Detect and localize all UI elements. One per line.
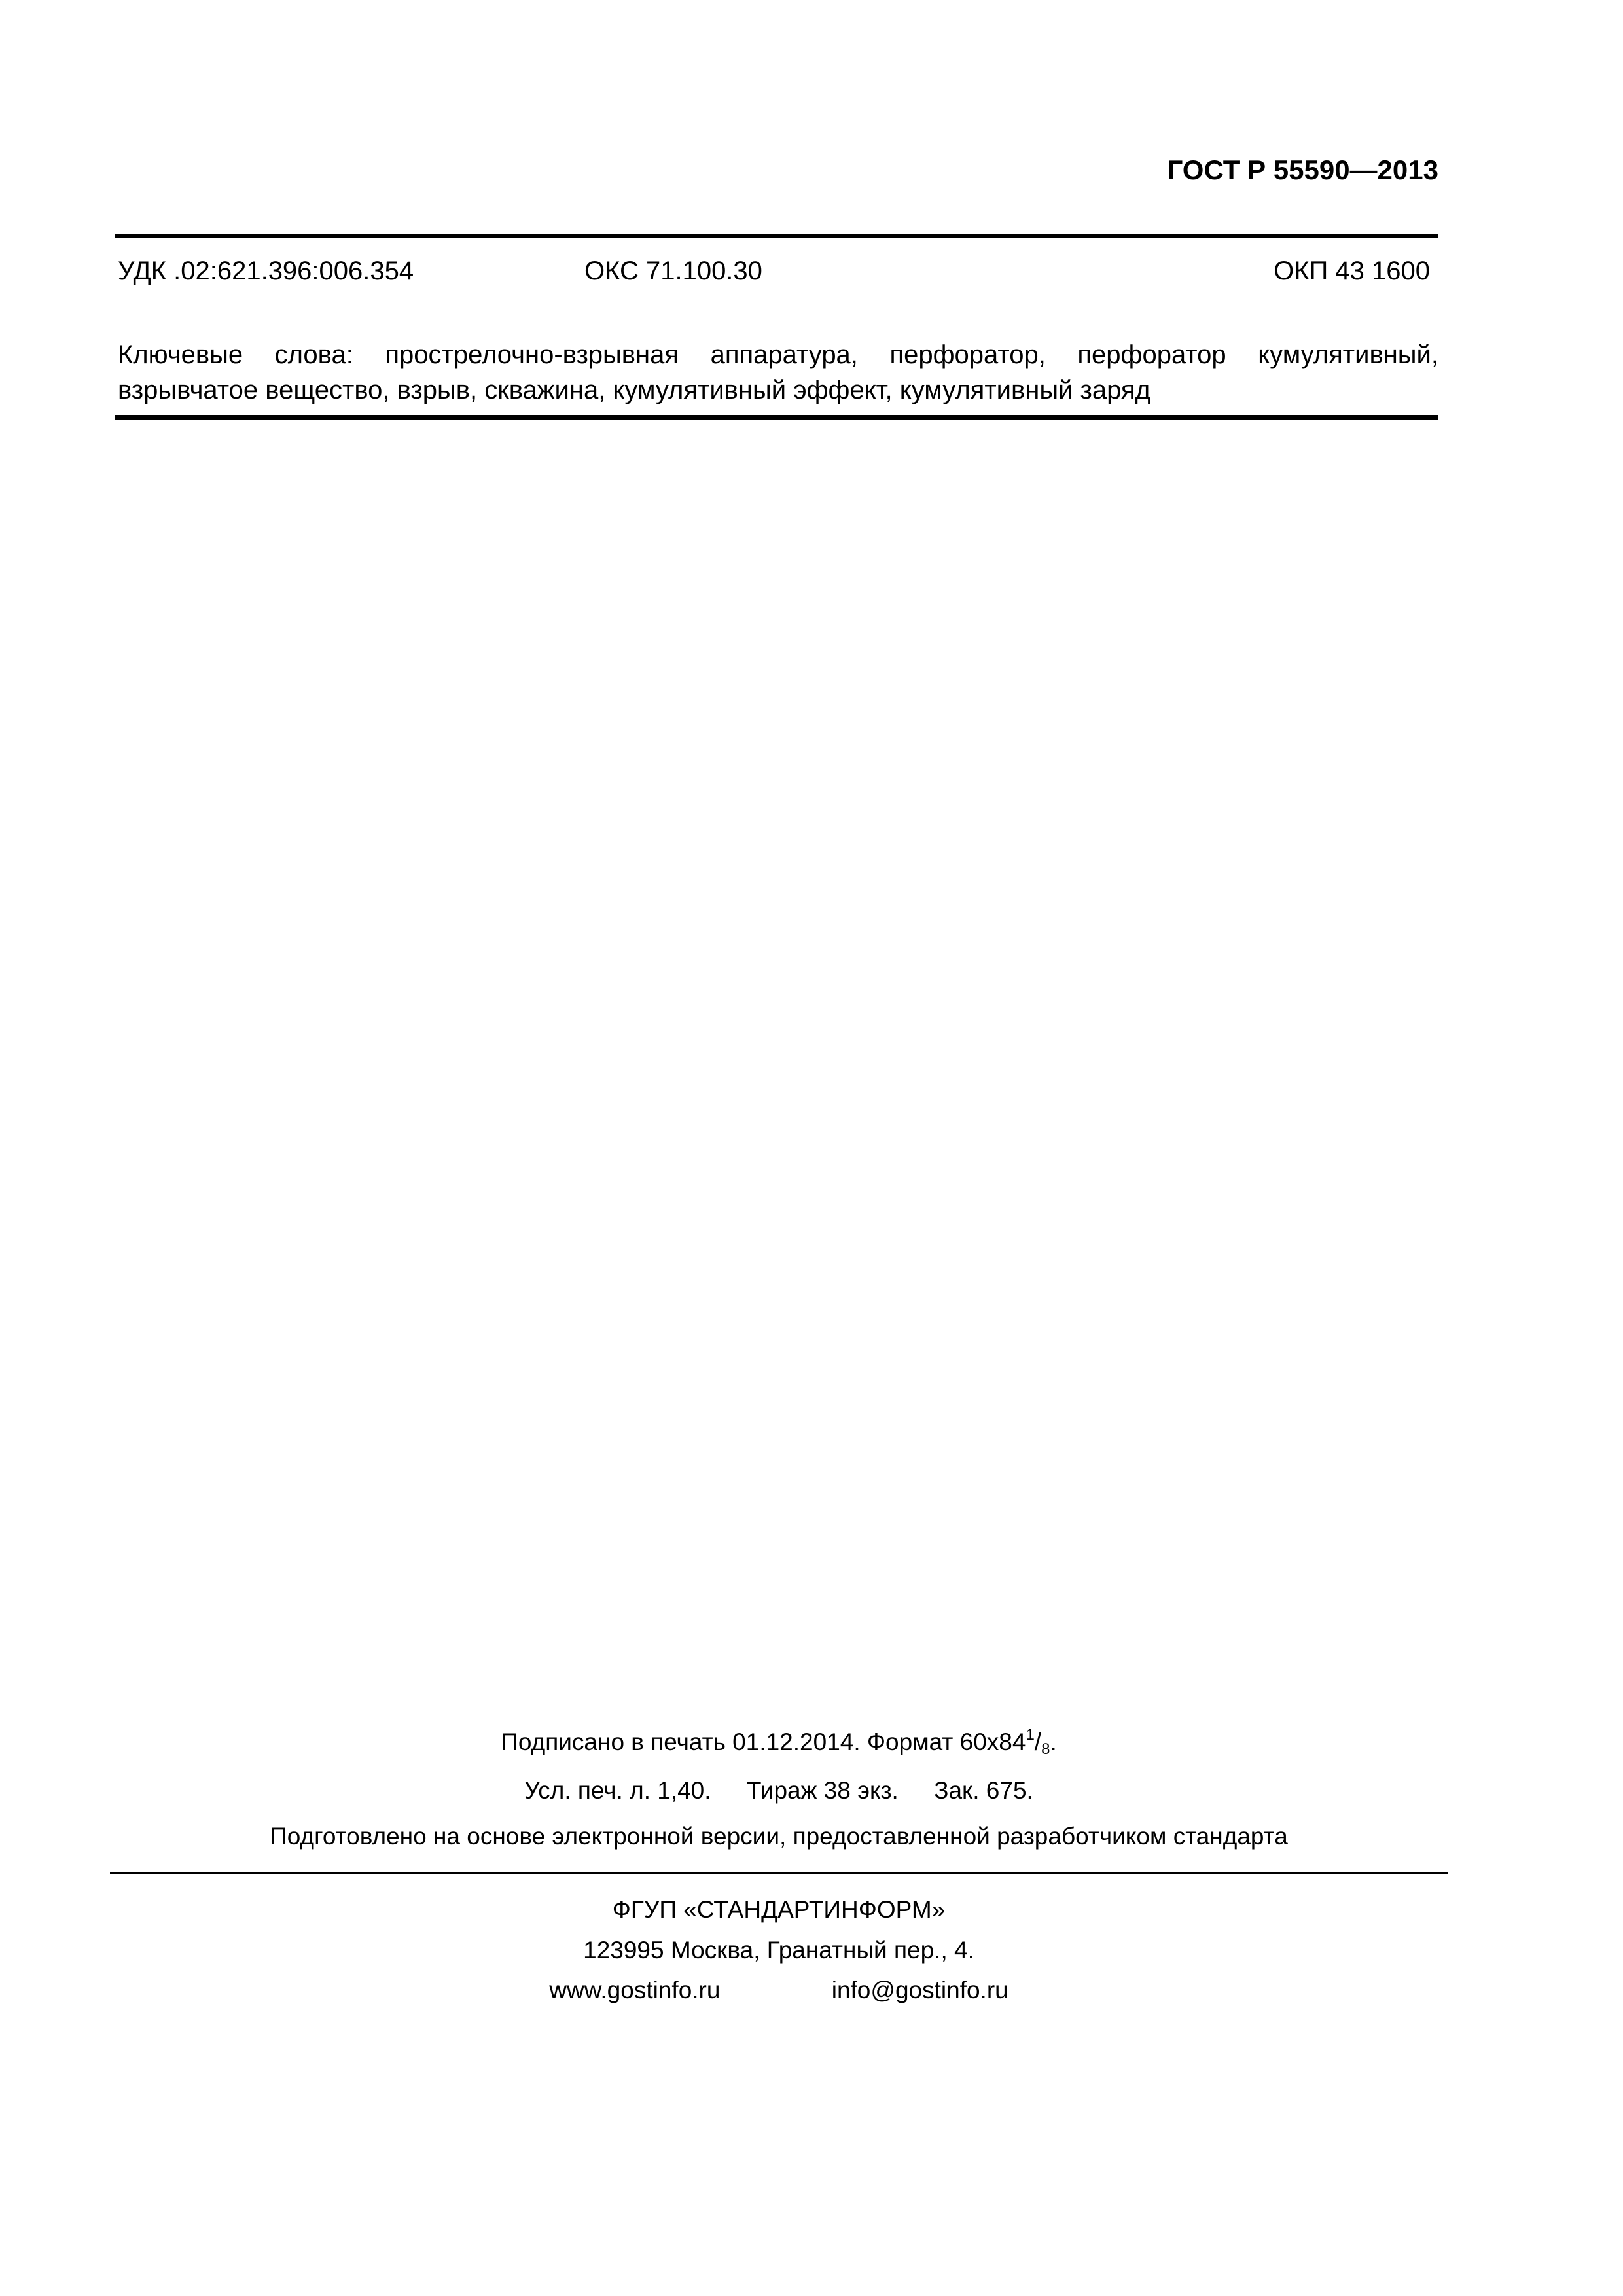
top-divider (115, 234, 1438, 238)
publisher-contacts (111, 1977, 1446, 2004)
document-code: ГОСТ Р 55590—2013 (1167, 154, 1438, 185)
format-slash: / (1034, 1729, 1042, 1755)
udk-code: УДК .02:621.396:006.354 (118, 257, 414, 285)
okp-code: ОКП 43 1600 (1274, 257, 1430, 285)
publisher-email-link[interactable]: info@gostinfo.ru (831, 1977, 1008, 2003)
publisher-divider (110, 1872, 1448, 1874)
print-sheets: Усл. печ. л. 1,40. (524, 1777, 711, 1804)
publisher-name: ФГУП «СТАНДАРТИНФОРМ» (612, 1896, 946, 1923)
print-details-line (111, 1777, 1446, 1804)
format-denominator: 8 (1041, 1740, 1050, 1758)
keywords-paragraph: Ключевые слова: прострелочно-взрывная аппаратура, перфоратор, перфоратор кумулятивный, взрывчатое вещество, взрыв, скважина, кумулятивный эффект, кумулятивный заряд (118, 340, 1438, 404)
signed-text: Подписано в печать 01.12.2014. Формат 60х84 (501, 1729, 1026, 1755)
oks-code: ОКС 71.100.30 (584, 257, 762, 285)
publisher-address: 123995 Москва, Гранатный пер., 4. (583, 1937, 974, 1964)
format-suffix: . (1050, 1729, 1057, 1755)
format-numerator: 1 (1026, 1726, 1035, 1744)
circulation: Тираж 38 экз. (746, 1777, 899, 1804)
prepared-note: Подготовлено на основе электронной версии, предоставленной разработчиком стандарта (270, 1823, 1288, 1850)
publisher-website-link[interactable]: www.gostinfo.ru (549, 1977, 721, 2003)
signed-for-print-line (111, 1726, 1446, 1759)
order-number: Зак. 675. (934, 1777, 1033, 1804)
keywords-divider (115, 415, 1438, 420)
